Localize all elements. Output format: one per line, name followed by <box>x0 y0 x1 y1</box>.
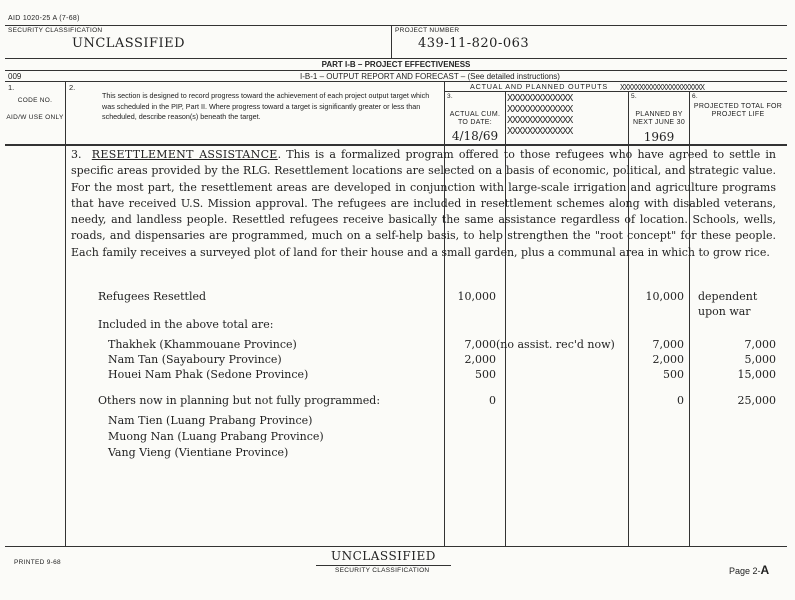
divider <box>5 144 787 146</box>
footer-classification: UNCLASSIFIED <box>331 549 436 563</box>
col6-label: PROJECTED TOTAL FOR PROJECT LIFE <box>693 103 783 118</box>
actual-planned-outputs-label: ACTUAL AND PLANNED OUTPUTS <box>470 82 608 91</box>
col1-number: 1. <box>8 83 15 92</box>
resettled-total-2: upon war <box>698 305 751 318</box>
resettled-actual: 10,000 <box>457 290 496 303</box>
province-actual: 2,000 <box>464 353 496 366</box>
printed-date: PRINTED 9-68 <box>14 559 61 566</box>
project-number-value: 439-11-820-063 <box>418 36 530 51</box>
struck-text: XXXXXXXXXXXXXXXXXXXXXX <box>620 83 704 92</box>
province-total: 7,000 <box>744 338 776 351</box>
section-title: I-B-1 – OUTPUT REPORT AND FORECAST – (See detailed instructions) <box>300 72 560 81</box>
col1-label-2: AID/W USE ONLY <box>6 114 64 121</box>
page-number: Page 2-A <box>729 563 770 577</box>
divider <box>5 546 787 547</box>
security-classification-value: UNCLASSIFIED <box>72 36 186 51</box>
struck-column-header: XXXXXXXXXXXXX XXXXXXXXXXXXX XXXXXXXXXXXXX XXXXXXXXXXXXX <box>507 93 573 137</box>
refugees-resettled-label: Refugees Resettled <box>98 290 207 303</box>
province-total: 15,000 <box>737 368 776 381</box>
resettled-planned: 10,000 <box>645 290 684 303</box>
col6-number: 6. <box>692 93 699 100</box>
paragraph-text: . This is a formalized program offered to those refugees who have agreed to settle in specific areas provided by the RLG. Resettlement locations are selected on a basis of economic, political, and strategic value. For the most part, the resettlement areas are developed in conjunction with large-scale irrigation and agriculture programs that have received U.S. Mission approval. The refugees are included in resettlement schemes along with disabled veterans, needy, and landless people. Resettled refugees receive basically the same assistance regardless of location. Schools, wells, roads, and dispensaries are programmed, much on a self-help basis, to help strengthen the "root concept" for these people. Each family receives a surveyed plot of land for their house and a small garden, plus a communal area in which to grow rice. <box>71 148 776 259</box>
col2-number: 2. <box>69 83 76 92</box>
province-note: (no assist. rec'd now) <box>496 338 615 351</box>
included-label: Included in the above total are: <box>98 318 274 331</box>
col5-label: PLANNED BY NEXT JUNE 30 <box>632 111 686 126</box>
col5-year: 1969 <box>643 130 675 144</box>
resettlement-paragraph <box>71 147 776 261</box>
province-total: 5,000 <box>744 353 776 366</box>
province-label: Thakhek (Khammouane Province) <box>108 338 297 351</box>
security-classification-label: SECURITY CLASSIFICATION <box>8 27 103 34</box>
project-number-label: PROJECT NUMBER <box>395 27 460 34</box>
planned-location: Vang Vieng (Vientiane Province) <box>108 446 289 459</box>
section-code: 009 <box>8 72 22 81</box>
resettled-total: dependent <box>698 290 758 303</box>
col2-instructions: This section is designed to record progress toward the achievement of each project output target which was scheduled in the PIP, Part II. Where progress toward a target is significantly greater or less than scheduled, describe reason(s) beneath the target. <box>102 91 430 121</box>
col1-label: CODE NO. <box>17 97 53 104</box>
planned-location: Nam Tien (Luang Prabang Province) <box>108 414 313 427</box>
divider <box>316 565 451 566</box>
divider <box>5 25 787 26</box>
form-id: AID 1020-25 A (7-68) <box>8 15 80 22</box>
planned-location: Muong Nan (Luang Prabang Province) <box>108 430 324 443</box>
province-actual: 7,000 <box>464 338 496 351</box>
heading-number: 3. <box>71 148 82 161</box>
province-planned: 500 <box>663 368 684 381</box>
section-heading: RESETTLEMENT ASSISTANCE <box>91 148 278 161</box>
divider <box>5 70 787 71</box>
province-label: Nam Tan (Sayaboury Province) <box>108 353 282 366</box>
province-actual: 500 <box>475 368 496 381</box>
others-label: Others now in planning but not fully programmed: <box>98 394 381 407</box>
province-label: Houei Nam Phak (Sedone Province) <box>108 368 309 381</box>
col3-number: 3. <box>447 93 454 100</box>
col3-label: ACTUAL CUM. TO DATE: <box>449 111 501 126</box>
others-actual: 0 <box>489 394 496 407</box>
divider <box>391 25 392 58</box>
part-title: PART I-B – PROJECT EFFECTIVENESS <box>321 60 471 69</box>
others-total: 25,000 <box>737 394 776 407</box>
divider <box>444 91 787 92</box>
province-planned: 7,000 <box>652 338 684 351</box>
divider <box>5 58 787 59</box>
province-planned: 2,000 <box>652 353 684 366</box>
footer-security-label: SECURITY CLASSIFICATION <box>335 567 430 574</box>
col3-date: 4/18/69 <box>451 129 499 143</box>
column-rule <box>65 81 66 546</box>
others-planned: 0 <box>677 394 684 407</box>
col5-number: 5. <box>631 93 638 100</box>
